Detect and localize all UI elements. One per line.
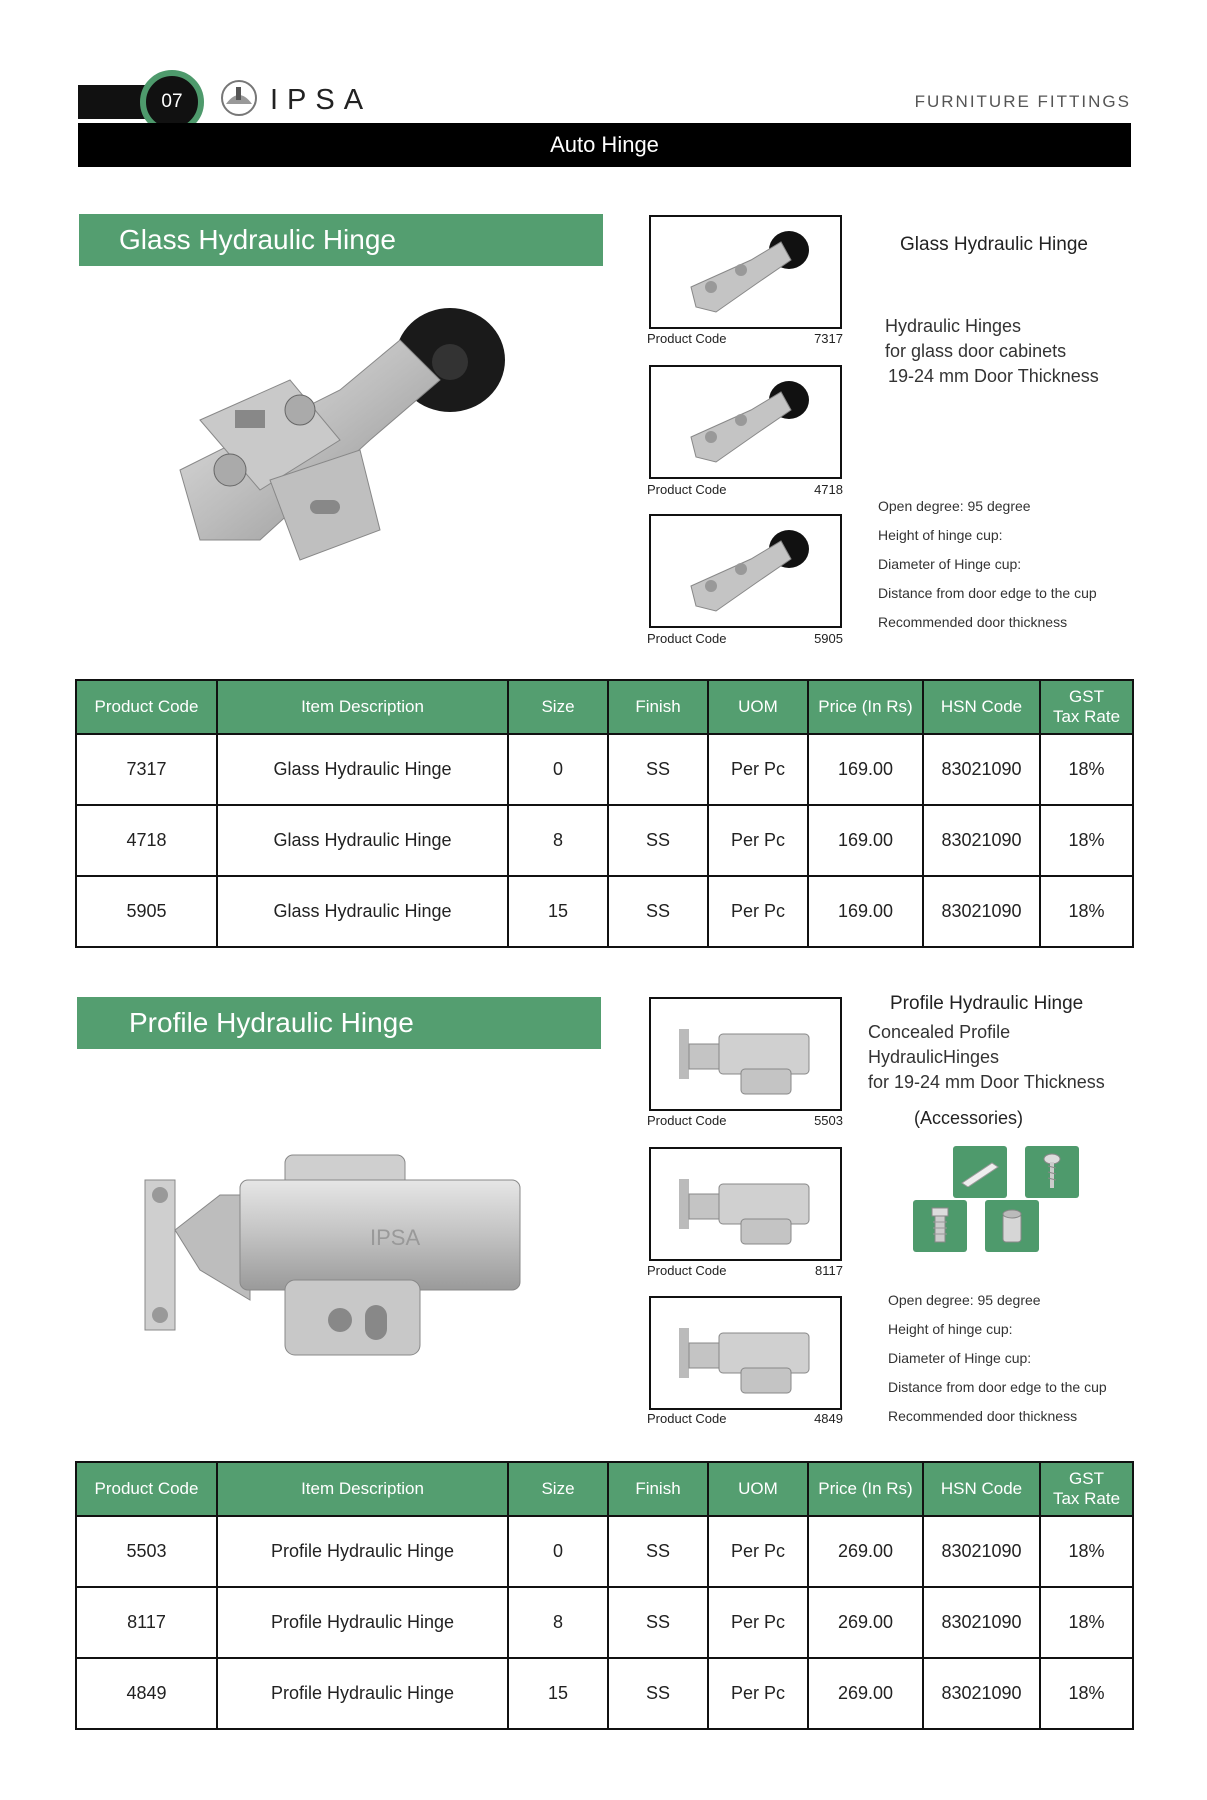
glass-thumb-2 (649, 365, 842, 479)
table-row: 5503 Profile Hydraulic Hinge 0 SS Per Pc 269.00 83021090 18% (76, 1516, 1133, 1587)
profile-desc-title: Profile Hydraulic Hinge (890, 993, 1084, 1014)
table-header-row: Product Code Item Description Size Finish UOM Price (In Rs) HSN Code GST Tax Rate (76, 680, 1133, 734)
glass-desc-title: Glass Hydraulic Hinge (900, 234, 1088, 255)
table-row: 8117 Profile Hydraulic Hinge 8 SS Per Pc 269.00 83021090 18% (76, 1587, 1133, 1658)
glass-banner-text: Glass Hydraulic Hinge (119, 224, 396, 255)
accessory-dowel-icon (985, 1200, 1039, 1252)
glass-desc: Hydraulic Hinges for glass door cabinets 19-24 mm Door Thickness (885, 316, 1099, 386)
profile-thumb-3-caption: Product Code 4849 (647, 1411, 843, 1426)
accessory-screw-icon (1025, 1146, 1079, 1198)
profile-banner-text: Profile Hydraulic Hinge (129, 1007, 414, 1038)
section-tag: FURNITURE FITTINGS (914, 92, 1131, 111)
glass-thumb-1-caption: Product Code 7317 (647, 331, 843, 346)
profile-hinge-image (140, 1150, 540, 1360)
glass-specs: Open degree: 95 degree Height of hinge cup: Diameter of Hinge cup: Distance from door edge to the cup Recommended door thickness (878, 498, 1097, 630)
page-number-text: 07 (161, 91, 183, 112)
profile-thumb-1 (649, 997, 842, 1111)
table-header-row: Product Code Item Description Size Finish UOM Price (In Rs) HSN Code GST Tax Rate (76, 1462, 1133, 1516)
glass-thumb-2-caption: Product Code 4718 (647, 482, 843, 497)
accessory-euro-screw-icon (913, 1200, 967, 1252)
profile-specs: Open degree: 95 degree Height of hinge cup: Diameter of Hinge cup: Distance from door edge to the cup Recommended door thickness (888, 1292, 1107, 1424)
table-row: 5905 Glass Hydraulic Hinge 15 SS Per Pc 169.00 83021090 18% (76, 876, 1133, 947)
page-title: Auto Hinge (550, 132, 659, 157)
glass-thumb-3-caption: Product Code 5905 (647, 631, 843, 646)
svg-text:IPSA: IPSA (370, 1225, 421, 1250)
profile-desc: Concealed Profile HydraulicHinges for 19-24 mm Door Thickness (868, 1022, 1105, 1092)
glass-thumb-1 (649, 215, 842, 329)
profile-thumb-1-caption: Product Code 5503 (647, 1113, 843, 1128)
profile-thumb-3 (649, 1296, 842, 1410)
glass-section-banner (79, 214, 603, 266)
ipsa-logo-icon (218, 78, 260, 118)
page-title-bar (78, 123, 1131, 167)
glass-hinge-image (140, 300, 520, 600)
profile-thumb-2 (649, 1147, 842, 1261)
accessories-label: (Accessories) (914, 1108, 1024, 1128)
accessory-bar-icon (953, 1146, 1007, 1198)
glass-thumb-3 (649, 514, 842, 628)
profile-section-banner (77, 997, 601, 1049)
glass-product-table (75, 679, 1134, 948)
profile-thumb-2-caption: Product Code 8117 (647, 1263, 843, 1278)
brand-name: IPSA (270, 84, 373, 116)
profile-product-table (75, 1461, 1134, 1730)
table-row: 7317 Glass Hydraulic Hinge 0 SS Per Pc 169.00 83021090 18% (76, 734, 1133, 805)
table-row: 4849 Profile Hydraulic Hinge 15 SS Per Pc 269.00 83021090 18% (76, 1658, 1133, 1729)
table-row: 4718 Glass Hydraulic Hinge 8 SS Per Pc 169.00 83021090 18% (76, 805, 1133, 876)
